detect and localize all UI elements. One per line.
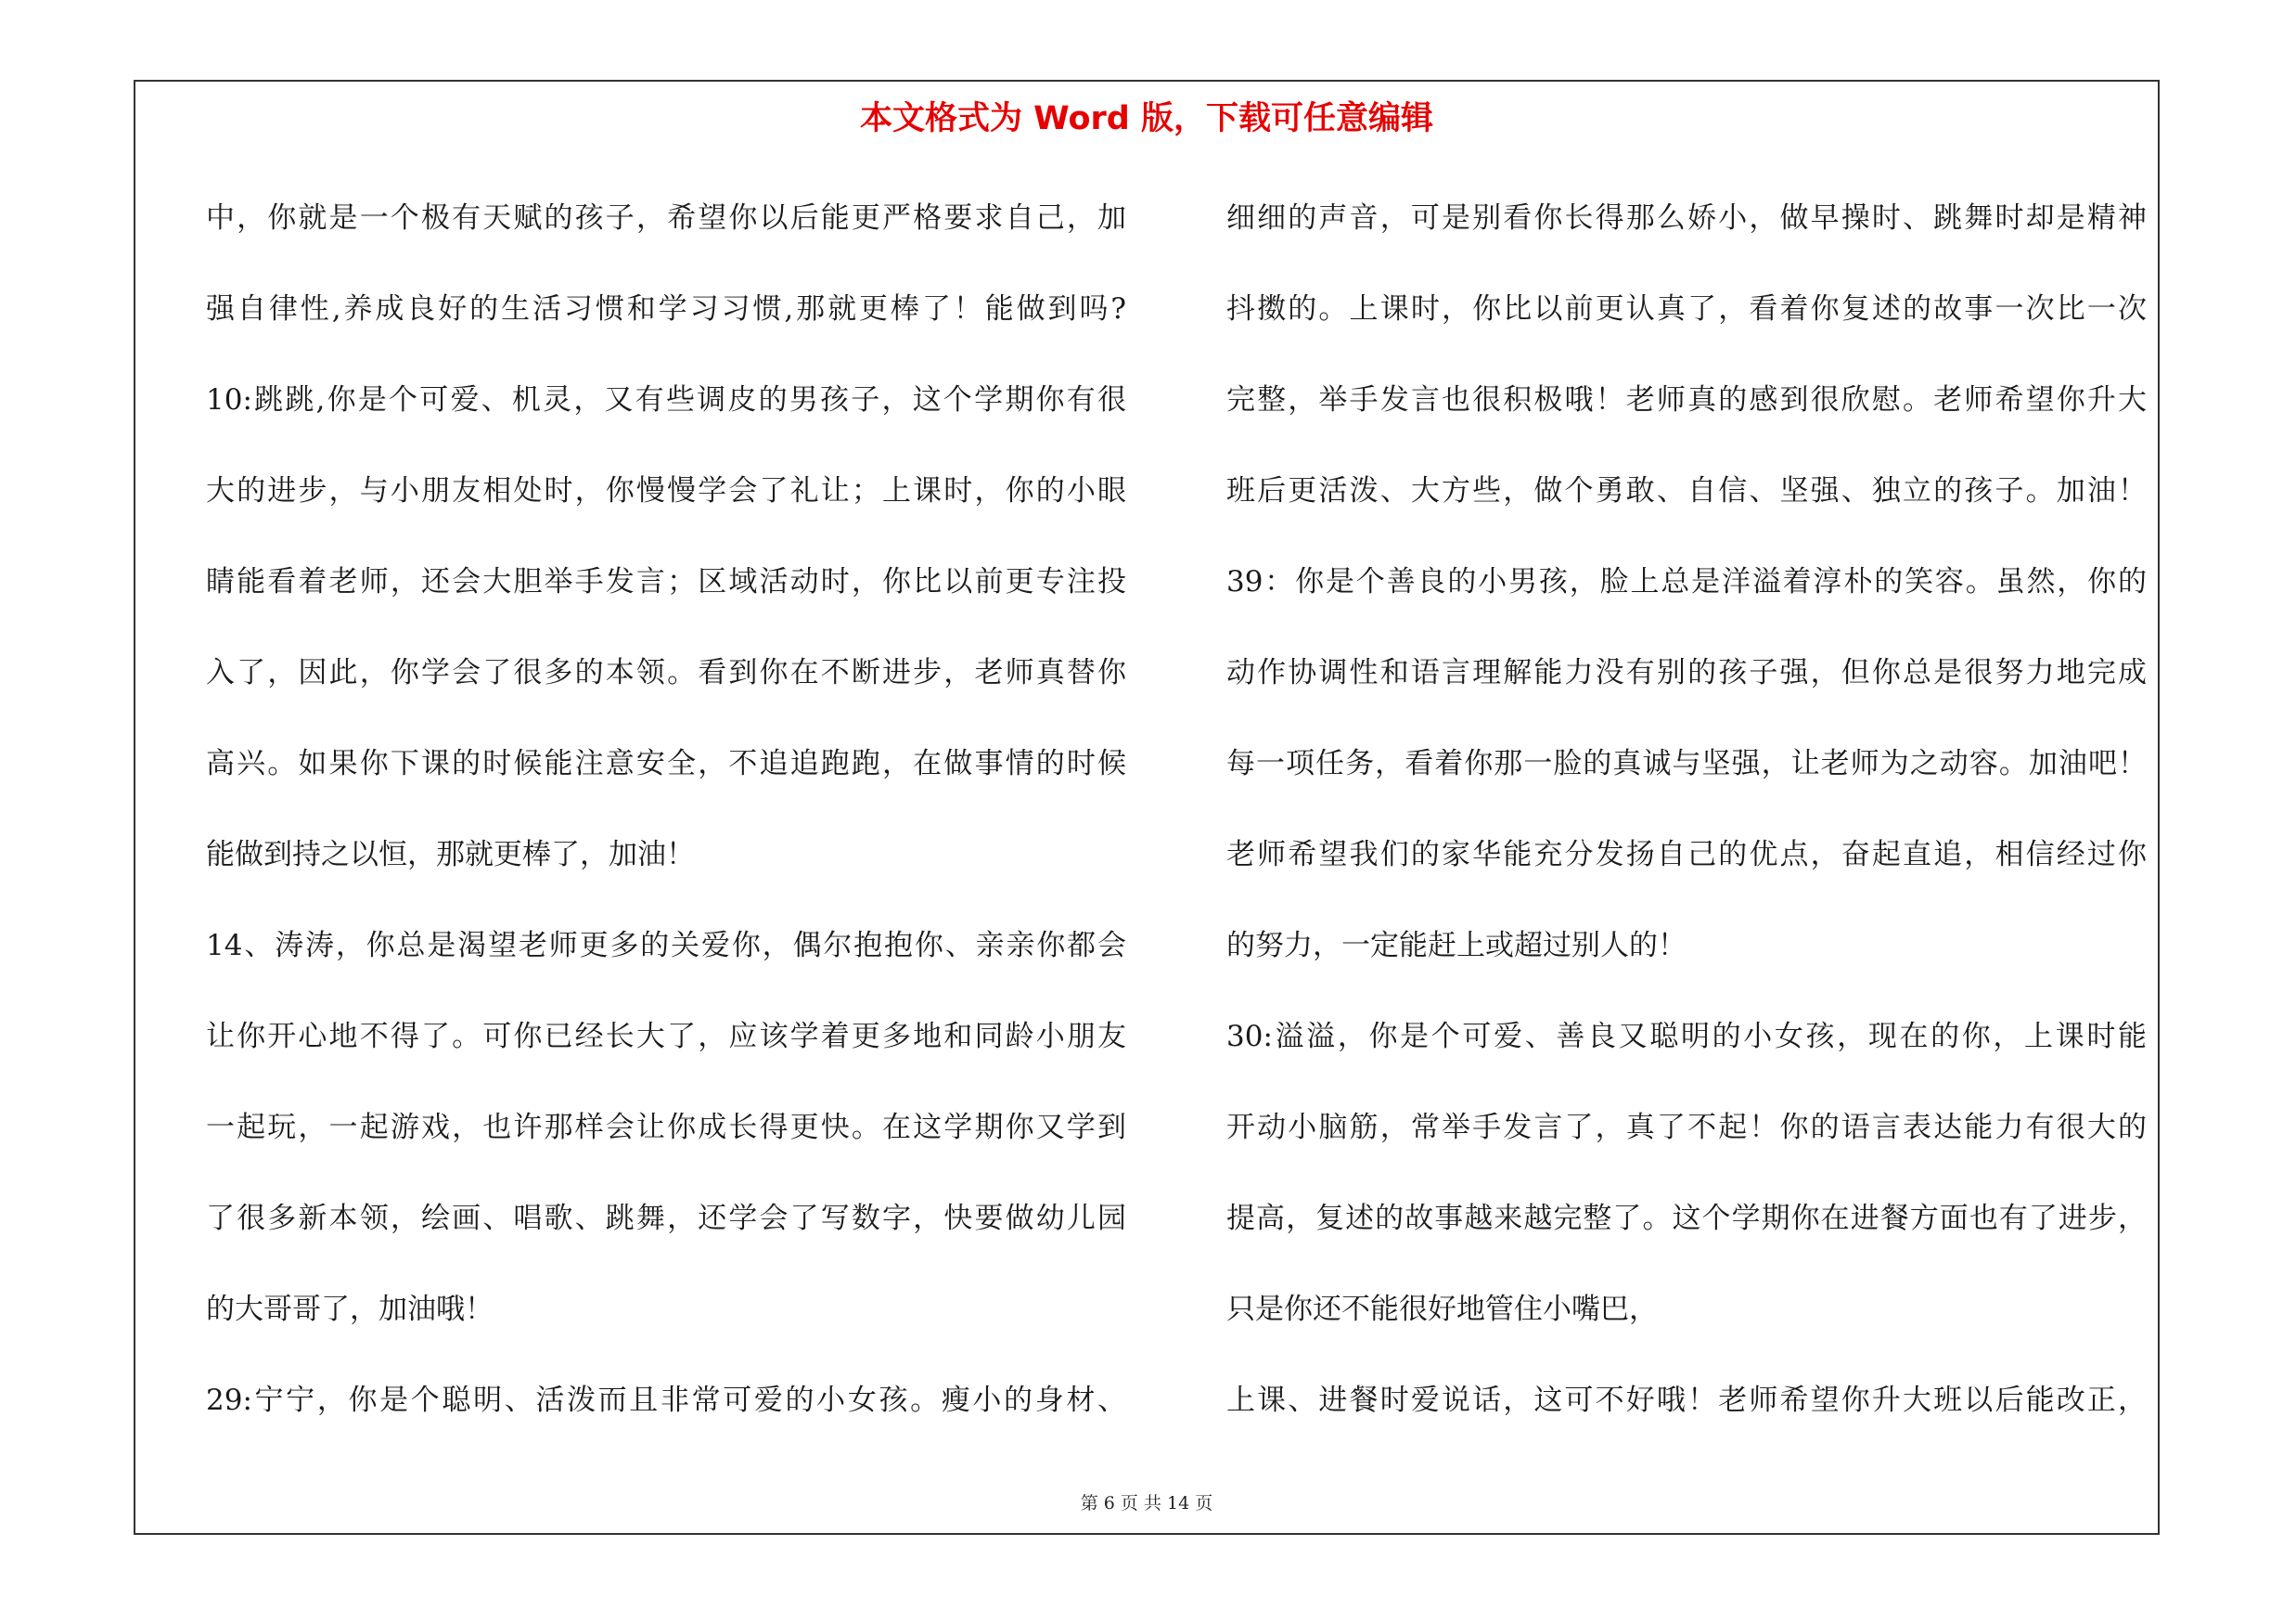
text-line: 动作协调性和语言理解能力没有别的孩子强，但你总是很努力地完成 — [1226, 656, 2147, 689]
text-line: 大的进步，与小朋友相处时，你慢慢学会了礼让；上课时，你的小眼 — [206, 474, 1126, 508]
text-line: 开动小脑筋，常举手发言了，真了不起！你的语言表达能力有很大的 — [1226, 1111, 2147, 1144]
text-line: 老师希望我们的家华能充分发扬自己的优点，奋起直追，相信经过你 — [1226, 838, 2147, 871]
text-line: 睛能看着老师，还会大胆举手发言；区域活动时，你比以前更专注投 — [206, 565, 1126, 599]
text-line: 一起玩，一起游戏，也许那样会让你成长得更快。在这学期你又学到 — [206, 1111, 1126, 1144]
text-line: 29:宁宁，你是个聪明、活泼而且非常可爱的小女孩。瘦小的身材、 — [206, 1384, 1126, 1417]
text-line: 只是你还不能很好地管住小嘴巴， — [1226, 1293, 1658, 1326]
text-line: 10:跳跳,你是个可爱、机灵，又有些调皮的男孩子，这个学期你有很 — [206, 383, 1126, 417]
text-line: 30:溢溢，你是个可爱、善良又聪明的小女孩，现在的你，上课时能 — [1226, 1020, 2147, 1053]
text-line: 完整，举手发言也很积极哦！老师真的感到很欣慰。老师希望你升大 — [1226, 383, 2147, 417]
text-line: 入了，因此，你学会了很多的本领。看到你在不断进步，老师真替你 — [206, 656, 1126, 689]
text-line: 抖擞的。上课时，你比以前更认真了，看着你复述的故事一次比一次 — [1226, 292, 2147, 326]
right-text-column — [1226, 173, 2147, 1446]
text-line: 高兴。如果你下课的时候能注意安全，不追追跑跑，在做事情的时候 — [206, 747, 1126, 780]
text-line: 14、涛涛，你总是渴望老师更多的关爱你，偶尔抱抱你、亲亲你都会 — [206, 929, 1126, 962]
text-line: 39：你是个善良的小男孩，脸上总是洋溢着淳朴的笑容。虽然，你的 — [1226, 565, 2147, 599]
text-line: 上课、进餐时爱说话，这可不好哦！老师希望你升大班以后能改正， — [1226, 1384, 2147, 1417]
left-text-column — [206, 173, 1126, 1446]
text-line: 细细的声音，可是别看你长得那么娇小，做早操时、跳舞时却是精神 — [1226, 201, 2147, 235]
text-line: 中，你就是一个极有天赋的孩子，希望你以后能更严格要求自己，加 — [206, 201, 1126, 235]
page-number-footer: 第 6 页 共 14 页 — [1080, 1493, 1213, 1514]
text-line: 提高，复述的故事越来越完整了。这个学期你在进餐方面也有了进步， — [1226, 1202, 2147, 1235]
text-line: 的努力，一定能赶上或超过别人的！ — [1226, 929, 1687, 962]
text-line: 强自律性,养成良好的生活习惯和学习习惯,那就更棒了！能做到吗? — [206, 292, 1126, 326]
text-line: 班后更活泼、大方些，做个勇敢、自信、坚强、独立的孩子。加油！ — [1226, 474, 2147, 508]
text-line: 让你开心地不得了。可你已经长大了，应该学着更多地和同龄小朋友 — [206, 1020, 1126, 1053]
format-notice-banner: 本文格式为 Word 版，下载可任意编辑 — [859, 100, 1434, 137]
text-line: 每一项任务，看着你那一脸的真诚与坚强，让老师为之动容。加油吧！ — [1226, 747, 2147, 780]
page-frame — [134, 80, 2160, 1535]
text-line: 的大哥哥了，加油哦！ — [206, 1293, 494, 1326]
text-line: 了很多新本领，绘画、唱歌、跳舞，还学会了写数字，快要做幼儿园 — [206, 1202, 1126, 1235]
text-line: 能做到持之以恒，那就更棒了，加油！ — [206, 838, 695, 871]
